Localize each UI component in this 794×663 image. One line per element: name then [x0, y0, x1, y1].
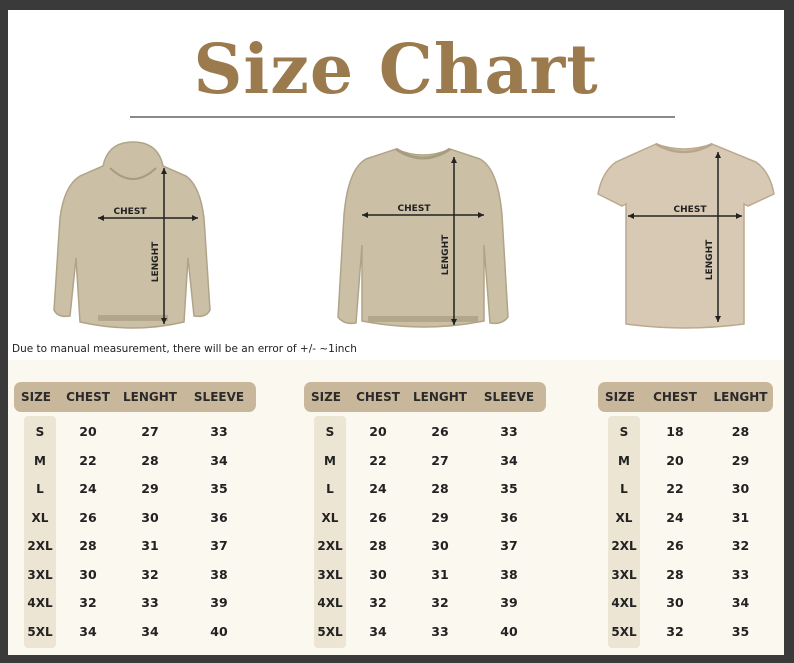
table-cell: 28 [369, 538, 387, 553]
size-cell: L [326, 482, 334, 496]
header-length: LENGHT [413, 390, 467, 404]
table-header [598, 382, 773, 412]
hoodie-length-label: LENGHT [151, 241, 161, 283]
table-cell: 32 [369, 595, 387, 610]
table-cell: 24 [79, 481, 97, 496]
table-cell: 28 [141, 452, 159, 468]
table-cell: 31 [141, 538, 159, 553]
size-chart-sheet [8, 10, 784, 655]
table-cell: 33 [731, 566, 750, 582]
size-cell: 4XL [27, 596, 53, 610]
table-cell: 28 [731, 424, 750, 439]
table-header [14, 382, 256, 412]
table-cell: 26 [79, 509, 97, 525]
tshirt-length-label: LENGHT [705, 239, 715, 281]
table-cell: 29 [141, 481, 159, 496]
table-cell: 32 [431, 595, 449, 610]
table-cell: 40 [500, 623, 518, 639]
sweatshirt-length-label: LENGHT [441, 234, 451, 276]
size-column [24, 416, 56, 648]
table-cell: 26 [369, 509, 387, 525]
size-cell: M [618, 453, 630, 468]
header-size: SIZE [604, 390, 635, 404]
size-cell: 5XL [317, 624, 343, 639]
header-size: SIZE [310, 390, 341, 404]
table-cell: 40 [210, 623, 228, 639]
table-cell: 35 [731, 623, 750, 639]
table-cell: 27 [141, 424, 159, 439]
table-cell: 34 [369, 623, 387, 639]
sleeve-column [182, 418, 256, 648]
size-cell: 3XL [611, 567, 637, 582]
table-cell: 30 [141, 509, 159, 525]
size-cell: XL [31, 510, 49, 525]
size-column [608, 416, 640, 648]
table-cell: 32 [141, 566, 159, 582]
size-cell: 5XL [611, 624, 637, 639]
table-cell: 28 [431, 481, 449, 496]
table-cell: 33 [210, 424, 228, 439]
table-cell: 36 [210, 509, 228, 525]
table-cell: 28 [79, 538, 97, 553]
tshirt-size-table [598, 382, 773, 648]
chest-column [642, 418, 708, 648]
table-header [304, 382, 546, 412]
table-cell: 34 [79, 623, 97, 639]
size-cell: 2XL [611, 539, 637, 553]
size-cell: S [35, 425, 45, 439]
table-cell: 20 [369, 424, 387, 439]
size-cell: XL [321, 510, 339, 525]
size-cell: S [325, 425, 335, 439]
table-cell: 34 [731, 595, 750, 610]
size-cell: 3XL [27, 567, 53, 582]
table-cell: 22 [666, 481, 684, 496]
table-cell: 18 [666, 424, 684, 439]
header-size: SIZE [20, 390, 51, 404]
table-cell: 32 [731, 538, 750, 553]
table-cell: 28 [666, 566, 684, 582]
tshirt-image [596, 138, 776, 333]
table-cell: 30 [666, 595, 684, 610]
hoodie-image [48, 138, 218, 338]
sleeve-column [472, 418, 546, 648]
table-cell: 39 [500, 595, 518, 610]
sweatshirt-chest-label: CHEST [397, 204, 431, 214]
table-cell: 31 [731, 509, 750, 525]
length-column [708, 418, 773, 648]
sweatshirt-image [328, 145, 518, 330]
table-cell: 33 [431, 623, 449, 639]
table-cell: 38 [210, 566, 228, 582]
size-cell: 4XL [611, 596, 637, 610]
table-cell: 34 [141, 623, 159, 639]
tshirt-chest-label: CHEST [673, 205, 707, 215]
size-cell: 5XL [27, 624, 53, 639]
table-cell: 32 [666, 623, 684, 639]
size-cell: 3XL [317, 567, 343, 582]
chest-column [348, 418, 408, 648]
size-cell: S [619, 425, 629, 439]
length-column [408, 418, 472, 648]
table-cell: 36 [500, 509, 518, 525]
table-cell: 34 [210, 452, 228, 468]
table-cell: 29 [731, 452, 750, 468]
table-cell: 24 [666, 509, 684, 525]
table-cell: 31 [431, 566, 449, 582]
table-cell: 37 [210, 538, 228, 553]
table-cell: 30 [79, 566, 97, 582]
size-cell: XL [615, 510, 633, 525]
size-cell: 2XL [27, 539, 53, 553]
hoodie-size-table [14, 382, 256, 648]
hoodie-chest-label: CHEST [113, 207, 147, 217]
header-length: LENGHT [713, 390, 768, 404]
size-column [314, 416, 346, 648]
size-cell: M [324, 453, 336, 468]
header-length: LENGHT [123, 390, 177, 404]
title-divider [130, 116, 675, 118]
size-cell: M [34, 453, 46, 468]
table-cell: 22 [79, 452, 97, 468]
table-cell: 32 [79, 595, 97, 610]
size-cell: 2XL [317, 539, 343, 553]
table-cell: 30 [431, 538, 449, 553]
table-cell: 24 [369, 481, 387, 496]
table-cell: 29 [431, 509, 449, 525]
table-cell: 27 [431, 452, 449, 468]
table-cell: 22 [369, 452, 387, 468]
table-cell: 33 [141, 595, 159, 610]
table-cell: 26 [431, 424, 449, 439]
header-chest: CHEST [653, 390, 697, 404]
table-cell: 37 [500, 538, 518, 553]
header-chest: CHEST [66, 390, 110, 404]
header-chest: CHEST [356, 390, 400, 404]
table-cell: 39 [210, 595, 228, 610]
size-cell: L [36, 482, 44, 496]
table-cell: 35 [500, 481, 518, 496]
size-cell: L [620, 482, 628, 496]
header-sleeve: SLEEVE [193, 390, 245, 404]
table-cell: 33 [500, 424, 518, 439]
chest-column [58, 418, 118, 648]
table-cell: 26 [666, 538, 684, 553]
table-cell: 20 [666, 452, 684, 468]
table-cell: 30 [369, 566, 387, 582]
size-cell: 4XL [317, 596, 343, 610]
table-cell: 38 [500, 566, 518, 582]
table-cell: 35 [210, 481, 228, 496]
table-cell: 30 [731, 481, 750, 496]
measurement-note: Due to manual measurement, there will be an error of +/- ~1inch [12, 343, 357, 355]
length-column [118, 418, 182, 648]
table-cell: 20 [79, 424, 97, 439]
sweatshirt-size-table [304, 382, 546, 648]
page-title: Size Chart [193, 30, 599, 110]
table-cell: 34 [500, 452, 518, 468]
header-sleeve: SLEEVE [483, 390, 535, 404]
